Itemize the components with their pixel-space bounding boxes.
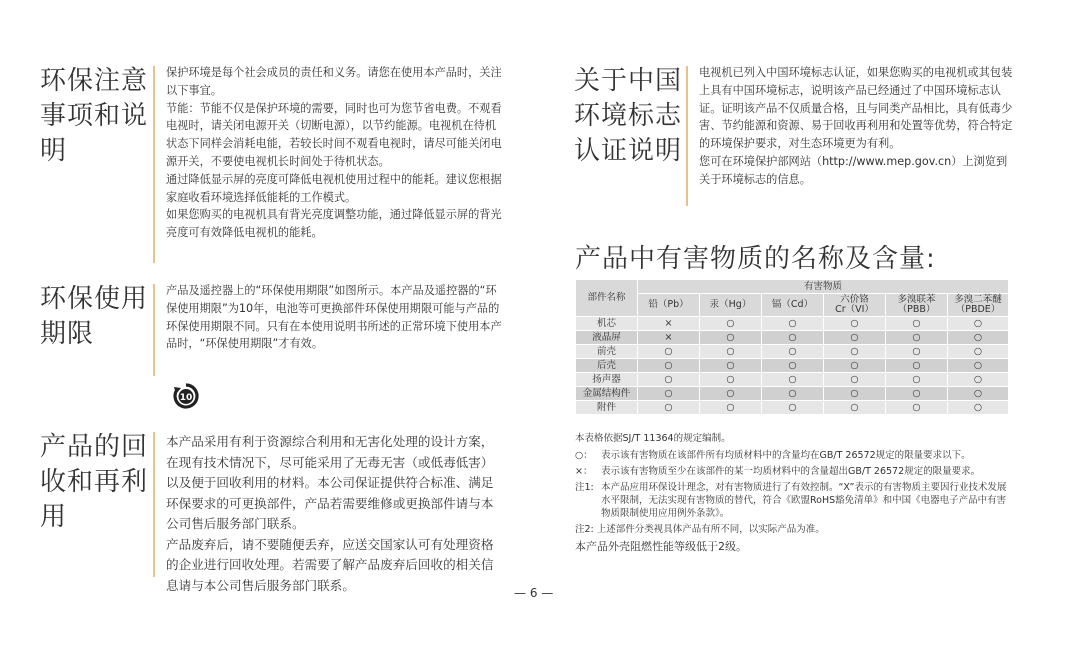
substance-mark-cell: ○ bbox=[762, 387, 824, 401]
substance-mark-cell: ○ bbox=[638, 401, 700, 415]
substance-mark-cell: ○ bbox=[824, 373, 886, 387]
substance-mark-cell: ○ bbox=[638, 359, 700, 373]
table-row bbox=[576, 387, 1009, 401]
substance-header-line: 铅（Pb） bbox=[648, 299, 689, 310]
part-name-cell: 附件 bbox=[576, 401, 638, 415]
substance-mark-cell: ○ bbox=[948, 387, 1009, 401]
substance-mark-cell: ○ bbox=[824, 387, 886, 401]
title-line: 产品的回 bbox=[40, 432, 149, 462]
substance-header-line: 镉（Cd） bbox=[771, 299, 814, 310]
substance-mark-cell: ○ bbox=[886, 345, 948, 359]
part-name-cell: 前壳 bbox=[576, 345, 638, 359]
note-circle bbox=[575, 449, 1015, 462]
table-row bbox=[576, 345, 1009, 359]
part-name-cell: 扬声器 bbox=[576, 373, 638, 387]
substance-header-line: Cr（VI） bbox=[835, 304, 874, 315]
substance-mark-cell: ○ bbox=[948, 317, 1009, 331]
note-text: 表示该有害物质在该部件所有均质材料中的含量均在GB/T 26572规定的限量要求以下。 bbox=[601, 450, 971, 461]
paragraph: 节能：节能不仅是保护环境的需要，同时也可为您节省电费。不观看电视时，请关闭电源开关（切断电源），以节约能源。电视机在待机状态下同样会消耗电能，若较长时间不观看电视时，请尽可能关闭电源开关，不要使电视机长时间处于待机状态。 bbox=[166, 101, 502, 168]
note-mark: ×： bbox=[575, 466, 593, 477]
substance-mark-cell: ○ bbox=[824, 317, 886, 331]
substance-mark-cell: ○ bbox=[886, 373, 948, 387]
substance-mark-cell: ○ bbox=[762, 331, 824, 345]
eco-period-body bbox=[166, 282, 502, 353]
badge-number: 10 bbox=[179, 393, 193, 403]
recycling-title bbox=[40, 430, 150, 535]
note-cross bbox=[575, 465, 1015, 478]
substance-mark-cell: × bbox=[638, 331, 700, 345]
title-line: 用 bbox=[40, 502, 68, 532]
substance-header-line: 汞（Hg） bbox=[709, 299, 752, 310]
eco-notes-title bbox=[40, 64, 150, 169]
substance-mark-cell: ○ bbox=[886, 387, 948, 401]
china-label-title bbox=[574, 64, 686, 169]
china-label-body bbox=[699, 64, 1013, 189]
note-mark: ○： bbox=[575, 450, 593, 461]
header-group: 有害物质 bbox=[638, 280, 1009, 294]
substance-mark-cell: ○ bbox=[762, 317, 824, 331]
substance-header-line: 多溴联苯 bbox=[897, 294, 936, 305]
hazard-table bbox=[575, 279, 1009, 415]
substance-mark-cell: ○ bbox=[824, 331, 886, 345]
substance-mark-cell: ○ bbox=[824, 401, 886, 415]
title-line: 事项和说 bbox=[40, 101, 149, 131]
title-line: 明 bbox=[40, 136, 68, 166]
table-row bbox=[576, 401, 1009, 415]
title-line: 环保使用 bbox=[40, 284, 149, 314]
substance-mark-cell: ○ bbox=[886, 359, 948, 373]
substance-mark-cell: ○ bbox=[762, 401, 824, 415]
substance-mark-cell: ○ bbox=[700, 387, 762, 401]
note-1 bbox=[575, 481, 1015, 520]
paragraph: 电视机已列入中国环境标志认证，如果您购买的电视机或其包装上具有中国环境标志，说明该产品已经通过了中国环境标志认证。证明该产品不仅质量合格，且与同类产品相比，具有低毒少害、节约能源和资源、易于回收再利用和处置等优势，符合特定的环境保护要求，对生态环境更为有利。 bbox=[699, 66, 1013, 151]
substance-header bbox=[824, 294, 886, 317]
note-text: 表示该有害物质至少在该部件的某一均质材料中的含量超出GB/T 26572规定的限量要求。 bbox=[601, 466, 981, 477]
title-line: 关于中国 bbox=[574, 66, 683, 96]
substance-header-line: （PBDE） bbox=[955, 304, 1001, 315]
paragraph: 保护环境是每个社会成员的责任和义务。请您在使用本产品时，关注以下事宜。 bbox=[166, 66, 502, 97]
substance-header-line: 多溴二苯醚 bbox=[954, 294, 1002, 305]
substance-mark-cell: ○ bbox=[948, 345, 1009, 359]
part-name-cell: 液晶屏 bbox=[576, 331, 638, 345]
substance-mark-cell: ○ bbox=[948, 401, 1009, 415]
table-row bbox=[576, 359, 1009, 373]
substance-mark-cell: ○ bbox=[948, 331, 1009, 345]
paragraph: 通过降低显示屏的亮度可降低电视机使用过程中的能耗。建议您根据家庭收看环境选择低能耗的工作模式。 bbox=[166, 172, 502, 204]
substance-mark-cell: ○ bbox=[886, 317, 948, 331]
substance-mark-cell: ○ bbox=[638, 373, 700, 387]
substance-mark-cell: ○ bbox=[700, 331, 762, 345]
substance-mark-cell: × bbox=[638, 317, 700, 331]
table-notes bbox=[575, 432, 1015, 557]
substance-header bbox=[886, 294, 948, 317]
substance-mark-cell: ○ bbox=[886, 401, 948, 415]
title-line: 认证说明 bbox=[574, 136, 683, 166]
substance-header bbox=[700, 294, 762, 317]
substance-mark-cell: ○ bbox=[700, 401, 762, 415]
substance-mark-cell: ○ bbox=[762, 345, 824, 359]
header-part: 部件名称 bbox=[576, 280, 638, 317]
table-row bbox=[576, 317, 1009, 331]
part-name-cell: 金属结构件 bbox=[576, 387, 638, 401]
substance-mark-cell: ○ bbox=[700, 345, 762, 359]
part-name-cell: 机芯 bbox=[576, 317, 638, 331]
note-mark: 注1: bbox=[575, 482, 594, 493]
accent-divider bbox=[153, 284, 155, 376]
substance-mark-cell: ○ bbox=[700, 317, 762, 331]
paragraph: 如果您购买的电视机具有背光亮度调整功能，通过降低显示屏的背光亮度可有效降低电视机的能耗。 bbox=[166, 208, 502, 240]
substance-mark-cell: ○ bbox=[886, 331, 948, 345]
title-line: 环境标志 bbox=[574, 101, 683, 131]
recycling-body bbox=[166, 432, 502, 596]
substance-header bbox=[762, 294, 824, 317]
eco-period-title bbox=[40, 282, 150, 352]
substance-mark-cell: ○ bbox=[824, 359, 886, 373]
substance-mark-cell: ○ bbox=[948, 373, 1009, 387]
substance-mark-cell: ○ bbox=[948, 359, 1009, 373]
paragraph: 本产品采用有利于资源综合利用和无害化处理的设计方案，在现有技术情况下，尽可能采用了无毒无害（或低毒低害）以及便于回收利用的材料。本公司保证提供符合标准、满足环保要求的可更换部件，产品若需要维修或更换部件请与本公司售后服务部门联系。 bbox=[166, 434, 494, 531]
page-number: — 6 — bbox=[514, 586, 554, 600]
substance-mark-cell: ○ bbox=[824, 345, 886, 359]
title-line: 收和再利 bbox=[40, 467, 149, 497]
substance-header bbox=[638, 294, 700, 317]
eco-notes-body bbox=[166, 64, 502, 242]
substance-mark-cell: ○ bbox=[638, 387, 700, 401]
substance-mark-cell: ○ bbox=[700, 359, 762, 373]
substance-mark-cell: ○ bbox=[638, 345, 700, 359]
note-flame: 本产品外壳阻燃性能等级低于2级。 bbox=[575, 540, 747, 553]
table-row bbox=[576, 331, 1009, 345]
table-row bbox=[576, 373, 1009, 387]
title-line: 期限 bbox=[40, 319, 95, 349]
accent-divider bbox=[153, 432, 155, 577]
substance-mark-cell: ○ bbox=[762, 359, 824, 373]
title-line: 环保注意 bbox=[40, 66, 149, 96]
accent-divider bbox=[153, 66, 155, 263]
substance-header-line: （PBB） bbox=[897, 304, 936, 315]
substance-header bbox=[948, 294, 1009, 317]
part-name-cell: 后壳 bbox=[576, 359, 638, 373]
paragraph: 产品废弃后，请不要随便丢弃，应送交国家认可有处理资格的企业进行回收处理。若需要了解产品废弃后回收的相关信息请与本公司售后服务部门联系。 bbox=[166, 536, 494, 593]
substance-mark-cell: ○ bbox=[762, 373, 824, 387]
substance-mark-cell: ○ bbox=[700, 373, 762, 387]
paragraph: 产品及遥控器上的“环保使用期限”如图所示。本产品及遥控器的“环保使用期限”为10年，电池等可更换部件环保使用期限可能与产品的环保使用期限不同。只有在本使用说明书所述的正常环境下使用本产品时，“环保使用期限”才有效。 bbox=[166, 284, 502, 351]
paragraph: 您可在环境保护部网站（http://www.mep.gov.cn）上浏览到关于环境标志的信息。 bbox=[699, 154, 1008, 186]
note-standard: 本表格依据SJ/T 11364的规定编制。 bbox=[575, 433, 731, 444]
hazard-table-title: 产品中有害物质的名称及含量: bbox=[575, 244, 936, 274]
note-2: 注2: 上述部件分类视具体产品有所不同，以实际产品为准。 bbox=[575, 524, 825, 535]
substance-header-line: 六价铬 bbox=[840, 294, 869, 305]
accent-divider bbox=[686, 66, 688, 206]
note-text: 本产品应用环保设计理念，对有害物质进行了有效控制。“X”表示的有害物质主要因行业技术发展水平限制，无法实现有害物质的替代，符合《欧盟RoHS豁免清单》和中国《电器电子产品中有害物质限制使用应用例外条款》。 bbox=[601, 482, 1007, 519]
eco-period-10-icon bbox=[172, 382, 200, 410]
